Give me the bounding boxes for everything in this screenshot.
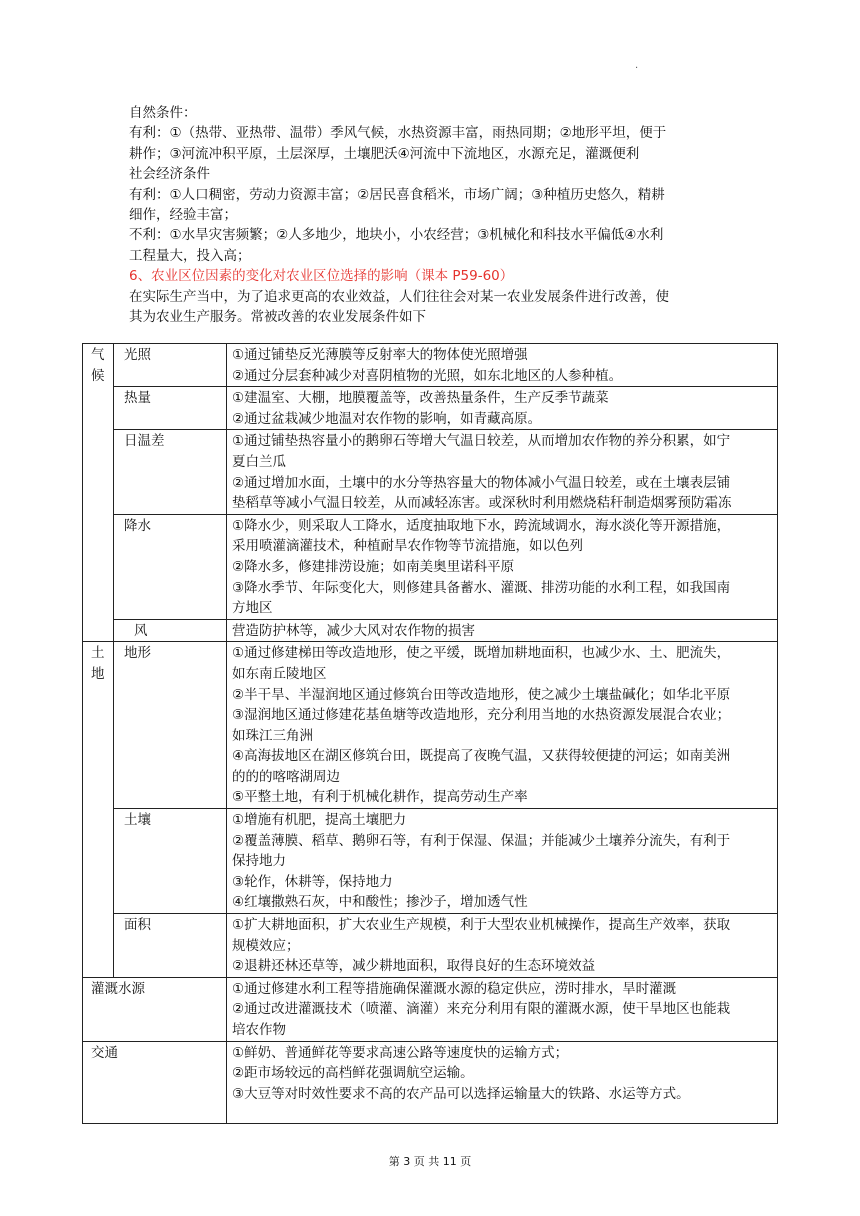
content-line: ②退耕还林还草等，减少耕地面积，取得良好的生态环境效益 (232, 958, 596, 975)
content-line: 如珠江三角洲 (232, 727, 313, 744)
factor-cell: 地形 (114, 642, 227, 809)
content-line: ③降水季节、年际变化大，则修建具备蓄水、灌溉、排涝功能的水利工程，如我国南 (232, 579, 731, 596)
content-line: 垫稻草等减小气温日较差，从而减轻冻害。或深秋时利用燃烧秸秆制造烟雾预防霜冻 (232, 495, 732, 512)
content-line: ③大豆等对时效性要求不高的农产品可以选择运输量大的铁路、水运等方式。 (232, 1085, 690, 1102)
content-line: ①增施有机肥，提高土壤肥力 (232, 812, 407, 829)
content-line: ②通过改进灌溉技术（喷灌、滴灌）来充分利用有限的灌溉水源，使干旱地区也能栽 (232, 1001, 731, 1018)
content-line: 如东南丘陵地区 (232, 665, 327, 682)
content-line: ②距市场较远的高档鲜花强调航空运输。 (232, 1065, 474, 1082)
category-cell: 气候 (83, 344, 114, 642)
factor-cell: 光照 (114, 344, 227, 387)
content-cell (227, 344, 778, 387)
content-cell (227, 642, 778, 809)
table-row (83, 977, 778, 1041)
text-line: 工程量大，投入高； (129, 247, 251, 264)
content-cell (227, 914, 778, 978)
content-line: ③湿润地区通过修建花基鱼塘等改造地形，充分利用当地的水热资源发展混合农业； (232, 707, 731, 724)
content-cell (227, 430, 778, 514)
content-line: ①鲜奶、普通鲜花等要求高速公路等速度快的运输方式； (232, 1044, 569, 1061)
content-line: 规模效应； (232, 937, 300, 954)
content-line: ②通过分层套种减少对喜阴植物的光照，如东北地区的人参种植。 (232, 367, 623, 384)
factor-cell: 风 (114, 619, 227, 642)
content-cell (227, 977, 778, 1041)
improvement-table (82, 343, 778, 1124)
natural-heading: 自然条件： (129, 105, 197, 121)
content-line: 保持地力 (232, 853, 286, 870)
page-footer: 第 3 页 共 11 页 (388, 1155, 472, 1168)
content-line: ⑤平整土地，有利于机械化耕作，提高劳动生产率 (232, 789, 528, 806)
content-line: 营造防护林等，减少大风对农作物的损害 (232, 622, 475, 639)
text-line: 耕作；③河流冲积平原，土层深厚，土壤肥沃④河流中下流地区，水源充足，灌溉便利 (129, 145, 640, 162)
content-line: ②通过盆栽减少地温对农作物的影响，如青藏高原。 (232, 410, 542, 427)
section-title: 6、农业区位因素的变化对农业区位选择的影响（课本 P59-60） (129, 268, 514, 285)
content-line: ②降水多，修建排涝设施；如南美奥里诺科平原 (232, 558, 515, 575)
table-row (83, 809, 778, 914)
content-line: ③轮作，休耕等，保持地力 (232, 873, 393, 890)
factor-cell: 日温差 (114, 430, 227, 514)
content-line: ②通过增加水面，土壤中的水分等热容量大的物体减小气温日较差，或在土壤表层铺 (232, 474, 731, 491)
table-row (83, 914, 778, 978)
category-cell: 灌溉水源 (83, 977, 227, 1041)
category-cell: 交通 (83, 1041, 227, 1123)
text-line: 细作，经验丰富； (129, 207, 237, 224)
table-row (83, 619, 778, 642)
top-mark: . (635, 60, 639, 71)
text-line: 其为农业生产服务。常被改善的农业发展条件如下 (129, 309, 426, 326)
content-line: ①通过修建梯田等改造地形，使之平缓，既增加耕地面积，也减少水、土、肥流失， (232, 645, 731, 662)
text-line: 在实际生产当中，为了追求更高的农业效益，人们往往会对某一农业发展条件进行改善，使 (129, 288, 669, 305)
table-row (83, 514, 778, 619)
table-row (83, 344, 778, 387)
factor-cell: 土壤 (114, 809, 227, 914)
category-cell: 土地 (83, 642, 114, 978)
content-cell (227, 514, 778, 619)
table-row (83, 642, 778, 809)
content-cell (227, 619, 778, 642)
social-heading: 社会经济条件 (129, 166, 210, 183)
content-line: 培农作物 (232, 1022, 286, 1038)
content-line: ④红壤撒熟石灰，中和酸性；掺沙子，增加透气性 (232, 894, 528, 911)
factor-cell: 面积 (114, 914, 227, 978)
table-row (83, 1041, 778, 1123)
content-line: ①建温室、大棚，地膜覆盖等，改善热量条件，生产反季节蔬菜 (232, 390, 609, 407)
text-line: 有利：①人口稠密，劳动力资源丰富；②居民喜食稻米，市场广阔；③种植历史悠久，精耕 (129, 186, 665, 203)
content-line: ②覆盖薄膜、稻草、鹅卵石等，有利于保湿、保温；并能减少土壤养分流失，有利于 (232, 832, 731, 849)
content-line: ①通过铺垫热容量小的鹅卵石等增大气温日较差，从而增加农作物的养分积累，如宁 (232, 433, 731, 450)
content-line: ①扩大耕地面积，扩大农业生产规模，利于大型农业机械操作，提高生产效率，获取 (232, 917, 731, 934)
content-line: ①通过铺垫反光薄膜等反射率大的物体使光照增强 (232, 347, 528, 363)
content-cell (227, 387, 778, 430)
content-line: 的的的喀喀湖周边 (232, 768, 340, 785)
table-row (83, 387, 778, 430)
table-row (83, 430, 778, 514)
factor-cell: 热量 (114, 387, 227, 430)
content-line: 夏白兰瓜 (232, 453, 286, 470)
content-cell (227, 809, 778, 914)
content-line: 方地区 (232, 600, 273, 617)
content-line: ①降水少，则采取人工降水，适度抽取地下水，跨流域调水，海水淡化等开源措施， (232, 517, 731, 534)
intro-text (129, 103, 739, 327)
content-line: ④高海拔地区在湖区修筑台田，既提高了夜晚气温，又获得较便捷的河运；如南美洲 (232, 748, 731, 765)
content-line: 采用喷灌滴灌技术，种植耐旱农作物等节流措施，如以色列 (232, 538, 583, 555)
text-line: 有利：①（热带、亚热带、温带）季风气候，水热资源丰富，雨热同期；②地形平坦，便于 (129, 125, 667, 142)
content-line: ①通过修建水利工程等措施确保灌溉水源的稳定供应，涝时排水，旱时灌溉 (232, 980, 677, 997)
text-line: 不利：①水旱灾害频繁；②人多地少，地块小，小农经营；③机械化和科技水平偏低④水利 (129, 227, 664, 244)
content-line: ②半干旱、半湿润地区通过修筑台田等改造地形，使之减少土壤盐碱化；如华北平原 (232, 686, 731, 703)
content-cell (227, 1041, 778, 1123)
factor-cell: 降水 (114, 514, 227, 619)
